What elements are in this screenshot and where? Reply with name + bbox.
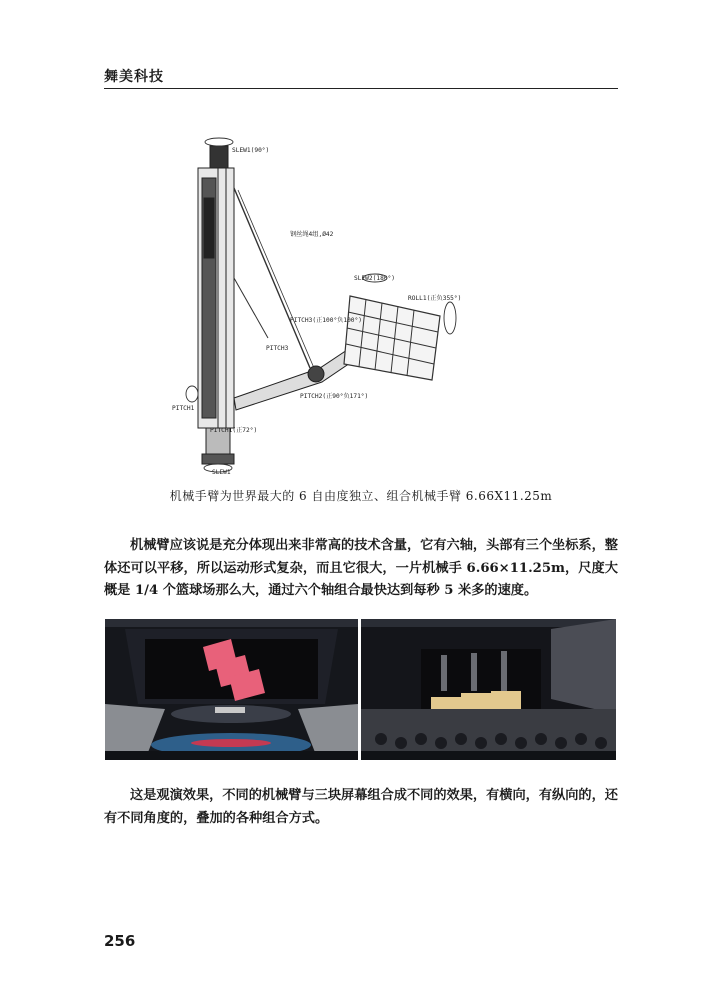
- screen-panel: [344, 296, 440, 380]
- cable-brace: [234, 188, 314, 368]
- label-pitch3: PITCH3(正100°负100°): [290, 317, 362, 324]
- label-pitch2: PITCH2(正90°负171°): [300, 393, 369, 400]
- label-roll1: ROLL1(正负355°): [408, 295, 462, 302]
- robotic-arm-drawing: [170, 128, 470, 478]
- running-header: 舞美科技: [104, 69, 164, 85]
- label-slew1-top: SLEW1(90°): [232, 147, 270, 154]
- body-paragraph-1: 机械臂应该说是充分体现出来非常高的技术含量，它有六轴，头部有三个坐标系，整体还可以平移，所以运动形式复杂，而且它很大，一片机械手 6.66×11.25m，尺度大概是 1/4 个篮球场那么大，通过六个轴组合最快达到每秒 5 米多的速度。: [104, 538, 618, 598]
- vertical-column: [198, 146, 234, 464]
- label-slew1-bottom: SLEW1: [212, 469, 231, 476]
- label-pitch1-bottom: PITCH1(正72°): [210, 427, 258, 434]
- theater-render-photo-2: [361, 619, 616, 760]
- label-pitch1-left: PITCH1: [172, 405, 195, 412]
- label-pitch-mid: PITCH3: [266, 345, 289, 352]
- body-paragraph-2: 这是观演效果，不同的机械臂与三块屏幕组合成不同的效果，有横向，有纵向的，还有不同角度的，叠加的各种组合方式。: [104, 788, 618, 826]
- figure-caption: 机械手臂为世界最大的 6 自由度独立、组合机械手臂 6.66X11.25m: [169, 489, 553, 503]
- label-cable: 钢丝绳4组,Ø42: [290, 231, 334, 238]
- header-rule: [104, 88, 618, 89]
- page-number: 256: [104, 932, 136, 950]
- label-slew2: SLEW2(180°): [354, 275, 395, 282]
- theater-render-photo-1: [105, 619, 358, 760]
